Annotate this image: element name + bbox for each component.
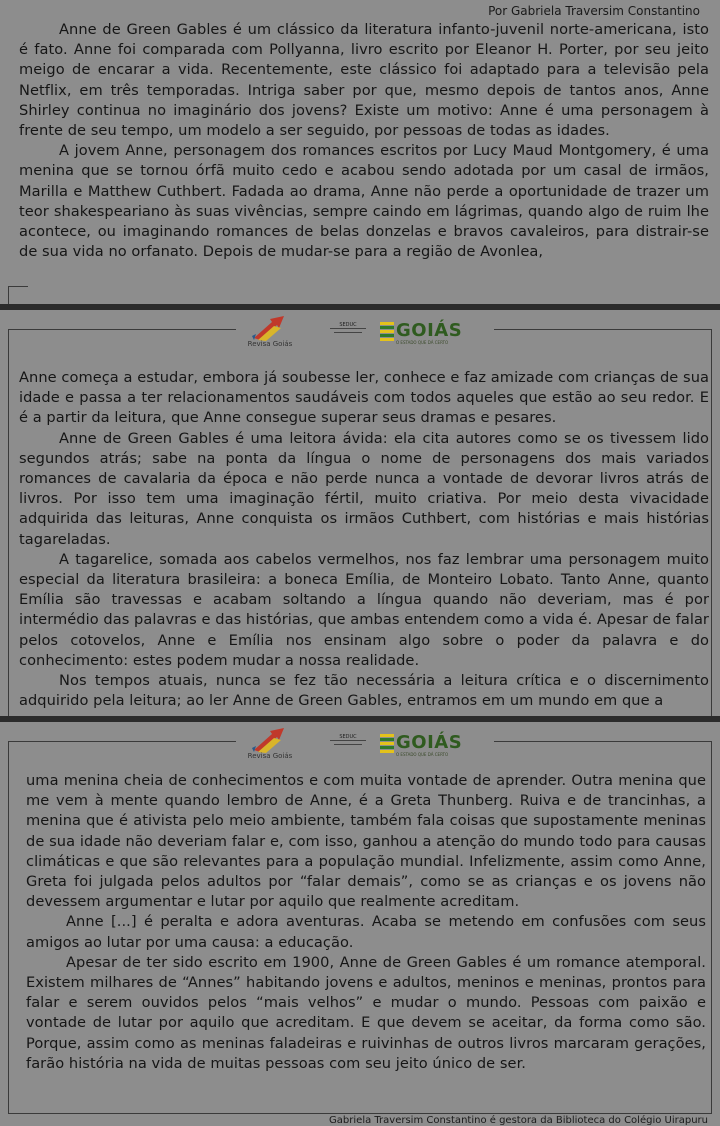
page-3-body [26, 771, 706, 1074]
page-1-body [19, 20, 709, 262]
goias-wordmark: GOIÁS [396, 732, 463, 753]
paragraph: Anne de Green Gables é uma leitora ávida: ela cita autores como se os tivessem lido segundos atrás; sabe na ponta da língua o nome de personagens dos mais variados romances de cavalaria da época e não perde nunca a vontade de devorar livros atrás de livros. Por isso tem uma imaginação fértil, muito criativa. Por meio desta vivacidade adquirida das leituras, Anne conquista os irmãos Cuthbert, com histórias e mais histórias tagareladas. [19, 429, 709, 548]
revisa-label: Revisa Goiás [247, 340, 293, 348]
frame-border [711, 741, 712, 1113]
paragraph: Apesar de ter sido escrito em 1900, Anne de Green Gables é um romance atemporal. Existem milhares de “Annes” habitando jovens e adultos, meninos e meninas, prontos para falar e serem ouvidos pelos “mais velhos” e mudar o mundo. Pessoas com paixão e vontade de lutar por aquilo que acreditam. E que devem se aceitar, da forma como são. Porque, assim como as meninas faladeiras e ruivinhas de outros livros marcaram gerações, farão história na vida de muitas pessoas com seu jeito único de ser. [26, 953, 706, 1072]
paragraph: Anne começa a estudar, embora já soubesse ler, conhece e faz amizade com crianças de sua idade e passa a ter relacionamentos saudáveis com todos aqueles que estão ao seu redor. E é a partir da leitura, que Anne consegue superar seus dramas e pesares. [19, 369, 709, 427]
seduc-logo [330, 320, 366, 338]
page-3 [0, 722, 720, 1126]
paragraph: uma menina cheia de conhecimentos e com muita vontade de aprender. Outra menina que me vem à mente quando lembro de Anne, é a Greta Thunberg. Ruiva e de trancinhas, a menina que é ativista pelo meio ambiente, também fala coisas que supostamente meninas de sua idade não deveriam falar e, com isso, ganhou a atenção do mundo todo para causas climáticas e que são relevantes para a população mundial. Infelizmente, assim como Anne, Greta foi julgada pelos adultos por “falar demais”, como se as crianças e os jovens não devessem argumentar e lutar por aquilo que realmente acreditam. [26, 772, 706, 911]
revisa-label: Revisa Goiás [247, 752, 293, 760]
goias-logo [380, 316, 470, 348]
goias-slogan: O ESTADO QUE DÁ CERTO [396, 752, 449, 757]
goias-wordmark: GOIÁS [396, 320, 463, 341]
revisa-arrow-icon [246, 726, 294, 754]
revisa-arrow-icon [246, 314, 294, 342]
paragraph: Nos tempos atuais, nunca se fez tão necessária a leitura crítica e o discernimento adquirido pela leitura; ao ler Anne de Green Gables, entramos em um mundo em que a [19, 672, 709, 710]
goias-flag-icon [380, 322, 394, 342]
seduc-logo [330, 732, 366, 750]
paragraph: Anne de Green Gables é um clássico da literatura infanto-juvenil norte-americana, isto é fato. Anne foi comparada com Pollyanna, livro escrito por Eleanor H. Porter, por seu jeito meigo de encarar a vida. Recentemente, este clássico foi adaptado para a televisão pela Netflix, em três temporadas. Intriga saber por que, mesmo depois de tantos anos, Anne Shirley continua no imaginário dos jovens? Existe um motivo: Anne é uma personagem à frente de seu tempo, um modelo a ser seguido, por pessoas de todas as idades. [19, 21, 709, 140]
paragraph: A jovem Anne, personagem dos romances escritos por Lucy Maud Montgomery, é uma menina que se tornou órfã muito cedo e acabou sendo adotada por um casal de irmãos, Marilla e Matthew Cuthbert. Fadada ao drama, Anne não perde a oportunidade de trazer um teor shakespeariano às suas vivências, sempre caindo em lágrimas, quando algo de ruim lhe acontece, ou imaginando romances de belas donzelas e bravos cavaleiros, para distrair-se de sua vida no orfanato. Depois de mudar-se para a região de Avonlea, [19, 142, 709, 261]
frame-border [8, 741, 9, 1113]
revisa-goias-logo [246, 726, 294, 762]
goias-logo [380, 728, 470, 760]
goias-flag-icon [380, 734, 394, 754]
frame-border [8, 286, 9, 304]
paragraph: Anne [...] é peralta e adora aventuras. Acaba se metendo em confusões com seus amigos ao lutar por uma causa: a educação. [26, 913, 706, 951]
paragraph: A tagarelice, somada aos cabelos vermelhos, nos faz lembrar uma personagem muito especial da literatura brasileira: a boneca Emília, de Monteiro Lobato. Tanto Anne, quanto Emília são travessas e acabam soltando a língua quando não deveriam, mas é por intermédio das palavras e das histórias, que ambas entendem como a vida é. Apesar de falar pelos cotovelos, Anne e Emília nos ensinam algo sobre o poder da palavra e do conhecimento: estes podem mudar a nossa realidade. [19, 550, 709, 669]
frame-border [8, 329, 9, 716]
page-header-logos [0, 310, 720, 354]
revisa-goias-logo [246, 314, 294, 350]
frame-border [711, 329, 712, 716]
page-1 [0, 0, 720, 304]
svg-text:SEDUC: SEDUC [339, 734, 357, 740]
author-footnote: Gabriela Traversim Constantino é gestora da Biblioteca do Colégio Uirapuru [329, 1115, 708, 1126]
svg-text:SEDUC: SEDUC [339, 322, 357, 328]
frame-border [8, 286, 28, 287]
goias-slogan: O ESTADO QUE DÁ CERTO [396, 340, 449, 345]
page-header-logos [0, 722, 720, 766]
frame-border [8, 1113, 712, 1114]
page-2-body [19, 368, 709, 711]
author-byline: Por Gabriela Traversim Constantino [488, 4, 700, 18]
page-2 [0, 310, 720, 716]
